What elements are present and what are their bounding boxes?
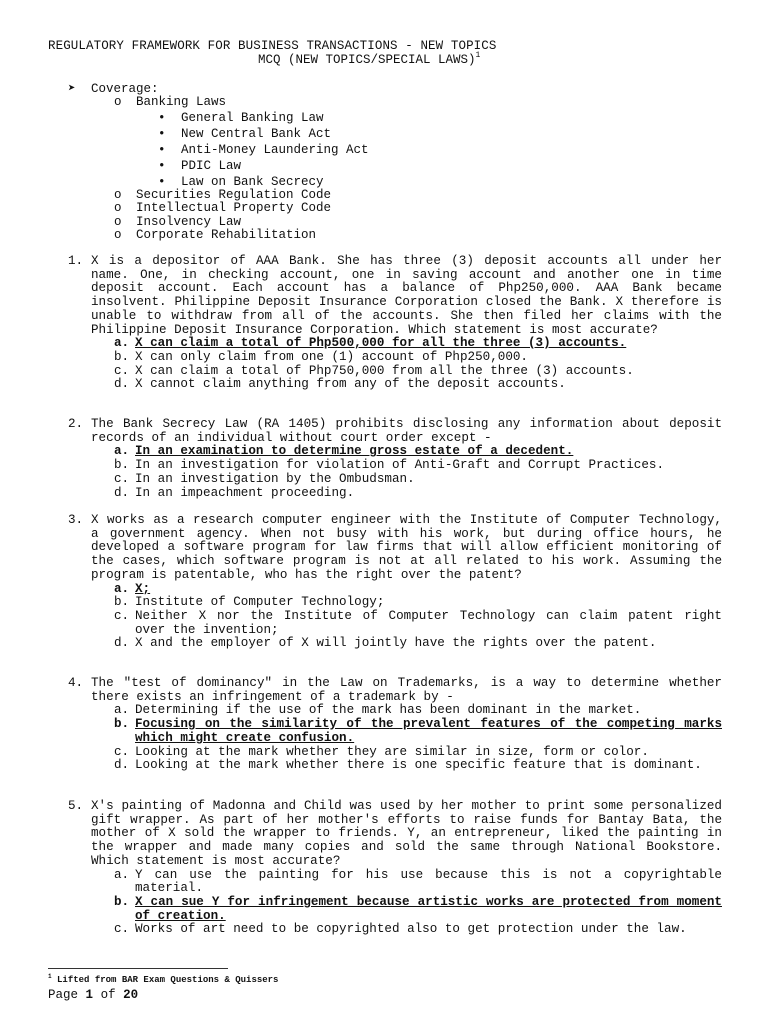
dot-bullet-icon: •: [158, 111, 166, 125]
list-item: Anti-Money Laundering Act: [181, 143, 369, 157]
dot-bullet-icon: •: [158, 175, 166, 189]
footnote-separator: [48, 968, 228, 969]
option-text: Looking at the mark whether there is one specific feature that is dominant.: [135, 758, 702, 773]
option-text: X can claim a total of Php500,000 for all the three (3) accounts.: [135, 336, 627, 351]
option-text: In an investigation for violation of Anti-Graft and Corrupt Practices.: [135, 458, 665, 473]
question-text: The "test of dominancy" in the Law on Trademarks, is a way to determine whether there exists an infringement of a trademark by -: [91, 676, 722, 704]
option-text: Looking at the mark whether they are similar in size, form or color.: [135, 744, 649, 759]
option-text: In an examination to determine gross estate of a decedent.: [135, 444, 574, 459]
answer-option: [68, 637, 722, 651]
option-label: c.: [114, 922, 130, 937]
arrow-bullet-icon: ➤: [68, 82, 76, 96]
list-item: Securities Regulation Code: [136, 188, 332, 202]
question-text: X's painting of Madonna and Child was used by her mother to print some personalized gift wrapper. As part of her mother's efforts to raise funds for Bantay Bata, the mother of X sold the wrapper to friends. Y, an entrepreneur, liked the painting in the wrapper and made many copies and sold the same through National Bookstore. Which statement is most accurate?: [91, 799, 722, 868]
option-label: c.: [114, 363, 130, 378]
question-number: 5.: [68, 799, 84, 813]
coverage-label: Coverage:: [91, 82, 159, 96]
question-number: 2.: [68, 417, 84, 431]
answer-option: [68, 487, 722, 501]
option-text: X;: [135, 581, 151, 596]
answer-option: [68, 759, 722, 773]
option-text: Works of art need to be copyrighted also to get protection under the law.: [135, 922, 687, 937]
option-text: Institute of Computer Technology;: [135, 595, 385, 610]
answer-options: [68, 869, 722, 938]
total-pages: 20: [123, 988, 139, 1002]
answer-option-correct: [68, 718, 722, 745]
question-3: [68, 514, 722, 651]
option-label: b.: [114, 894, 130, 909]
option-label: a.: [114, 444, 130, 459]
option-label: a.: [114, 581, 130, 596]
footnote-mark: 1: [48, 973, 52, 980]
answer-options: [68, 583, 722, 652]
answer-option: [68, 704, 722, 718]
answer-option-correct: [68, 445, 722, 459]
option-text: Y can use the painting for his use because this is not a copyrightable material.: [135, 867, 722, 896]
question-5: [68, 800, 722, 937]
option-label: b.: [114, 717, 130, 732]
option-text: X can only claim from one (1) account of Php250,000.: [135, 349, 528, 364]
footnote-reference: 1: [475, 51, 481, 60]
dot-bullet-icon: •: [158, 127, 166, 141]
option-text: Neither X nor the Institute of Computer Technology can claim patent right over the invention;: [135, 608, 722, 637]
list-item: Law on Bank Secrecy: [181, 175, 324, 189]
option-label: c.: [114, 471, 130, 486]
answer-option-correct: [68, 896, 722, 923]
question-number: 1.: [68, 254, 84, 268]
question-number: 4.: [68, 676, 84, 690]
answer-options: [68, 337, 722, 392]
circle-bullet-icon: o: [114, 95, 122, 109]
document-title: REGULATORY FRAMEWORK FOR BUSINESS TRANSACTIONS - NEW TOPICS: [48, 39, 497, 53]
circle-bullet-icon: o: [114, 188, 122, 202]
list-item: Insolvency Law: [136, 215, 242, 229]
list-item: PDIC Law: [181, 159, 242, 173]
footnote-text: Lifted from BAR Exam Questions & Quissers: [57, 975, 279, 985]
option-label: d.: [114, 377, 130, 392]
subtitle-text: MCQ (NEW TOPICS/SPECIAL LAWS): [258, 53, 476, 68]
list-item: New Central Bank Act: [181, 127, 332, 141]
option-text: Determining if the use of the mark has been dominant in the market.: [135, 703, 642, 718]
question-number: 3.: [68, 513, 84, 527]
answer-option: [68, 923, 722, 937]
answer-option-correct: [68, 337, 722, 351]
banking-laws-heading: Banking Laws: [136, 95, 227, 109]
option-text: In an impeachment proceeding.: [135, 485, 355, 500]
option-label: a.: [114, 336, 130, 351]
answer-option: [68, 365, 722, 379]
answer-option: [68, 746, 722, 760]
answer-option: [68, 473, 722, 487]
answer-options: [68, 704, 722, 773]
answer-option: [68, 378, 722, 392]
answer-option: [68, 869, 722, 896]
question-text: X works as a research computer engineer with the Institute of Computer Technology, a government agency. When not busy with his work, but during office hours, he developed a software program for law firms that will allow efficient monitoring of the cases, which software program is not at all related to his work. Assuming the program is patentable, who has the right over the patent?: [91, 513, 722, 582]
question-4: [68, 677, 722, 773]
dot-bullet-icon: •: [158, 143, 166, 157]
option-label: d.: [114, 758, 130, 773]
option-label: b.: [114, 458, 130, 473]
page-number: [48, 988, 138, 1002]
option-text: In an investigation by the Ombudsman.: [135, 471, 415, 486]
document-subtitle: [258, 52, 480, 67]
answer-option-correct: [68, 583, 722, 597]
answer-option: [68, 610, 722, 637]
option-label: b.: [114, 349, 130, 364]
answer-options: [68, 445, 722, 500]
option-text: X cannot claim anything from any of the deposit accounts.: [135, 377, 566, 392]
answer-option: [68, 459, 722, 473]
circle-bullet-icon: o: [114, 201, 122, 215]
list-item: Intellectual Property Code: [136, 201, 332, 215]
option-label: a.: [114, 867, 130, 882]
dot-bullet-icon: •: [158, 159, 166, 173]
answer-option: [68, 351, 722, 365]
option-label: a.: [114, 703, 130, 718]
question-1: [68, 255, 722, 392]
option-text: Focusing on the similarity of the prevalent features of the competing marks which might create confusion.: [135, 717, 722, 745]
option-label: c.: [114, 744, 130, 759]
circle-bullet-icon: o: [114, 215, 122, 229]
option-text: X and the employer of X will jointly have the rights over the patent.: [135, 636, 657, 651]
option-label: d.: [114, 636, 130, 651]
list-item: General Banking Law: [181, 111, 324, 125]
answer-option: [68, 596, 722, 610]
option-label: d.: [114, 485, 130, 500]
circle-bullet-icon: o: [114, 228, 122, 242]
option-label: b.: [114, 595, 130, 610]
of-word: of: [100, 988, 116, 1002]
question-2: [68, 418, 722, 500]
question-text: X is a depositor of AAA Bank. She has three (3) deposit accounts all under her name. One, in checking account, one in saving account and another one in time deposit account. Each account has a balance of Php250,000. AAA Bank became insolvent. Philippine Deposit Insurance Corporation closed the Bank. X therefore is unable to withdraw from all of the accounts. She then filed her claims with the Philippine Deposit Insurance Corporation. Which statement is most accurate?: [91, 254, 722, 337]
option-text: X can claim a total of Php750,000 from all the three (3) accounts.: [135, 363, 634, 378]
option-text: X can sue Y for infringement because artistic works are protected from moment of creation.: [135, 894, 722, 923]
option-label: c.: [114, 608, 130, 623]
list-item: Corporate Rehabilitation: [136, 228, 317, 242]
footnote: [48, 973, 278, 985]
page-word: Page: [48, 988, 79, 1002]
question-text: The Bank Secrecy Law (RA 1405) prohibits disclosing any information about deposit records of an individual without court order except -: [91, 417, 722, 445]
current-page: 1: [85, 988, 94, 1002]
